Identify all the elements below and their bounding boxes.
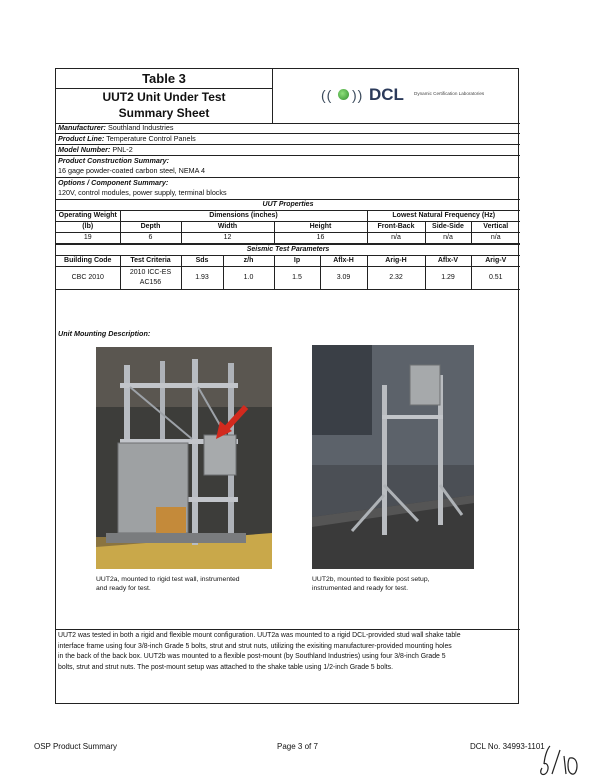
options-label: Options / Component Summary:	[58, 178, 169, 187]
mounting-description	[56, 629, 520, 674]
product-line-label: Product Line:	[58, 134, 105, 143]
uut-properties-table	[56, 200, 520, 244]
logo-subtitle: Dynamic Certification Laboratories	[414, 91, 485, 96]
test-criteria-line-2: AC156	[139, 279, 162, 286]
test-criteria-line-1: 2010 ICC-ES	[129, 269, 172, 276]
description-line: interface frame using four 3/8-inch Grade 5 bolts, strut and strut nuts, utilizing the exisiting manufacturer-provided mounting holes	[58, 642, 452, 650]
product-line-value: Temperature Control Panels	[106, 134, 196, 143]
col-aflx-v: Aflx-V	[425, 256, 471, 267]
dcl-logo	[321, 85, 521, 105]
manufacturer-value: Southland Industries	[107, 123, 174, 132]
footer-doc-number: DCL No. 34993-1101	[470, 742, 545, 751]
sheet-header	[56, 69, 520, 124]
caption-uut2b-line-1: UUT2b, mounted to flexible post setup,	[312, 576, 430, 583]
handwritten-initials	[536, 744, 582, 778]
product-line-row	[56, 134, 520, 145]
logo-waves-right: ))	[352, 87, 364, 103]
height-value: 16	[274, 233, 367, 244]
construction-value: 16 gage powder-coated carbon steel, NEMA 4	[58, 166, 206, 175]
col-zh: z/h	[223, 256, 274, 267]
zh-value: 1.0	[223, 267, 274, 290]
col-test-criteria: Test Criteria	[120, 256, 181, 267]
uut-properties-title: UUT Properties	[56, 200, 520, 211]
description-line: in the back of the back box. UUT2b was mounted to a flexible post-mount (by Southland Industries) using four 3/8-inch Grade 5	[58, 653, 446, 660]
footer-left: OSP Product Summary	[34, 742, 117, 751]
model-value: PNL-2	[112, 145, 133, 154]
mounting-label: Unit Mounting Description:	[58, 329, 151, 338]
col-sds: Sds	[181, 256, 223, 267]
description-line: UUT2 was tested in both a rigid and flexible mount configuration. UUT2a was mounted to a rigid DCL-provided stud wall shake table	[58, 632, 461, 639]
vertical-value: n/a	[471, 233, 520, 244]
manufacturer-label: Manufacturer:	[58, 123, 106, 132]
col-vertical: Vertical	[471, 222, 520, 233]
table-label: Table 3	[56, 70, 272, 89]
col-arig-v: Arig-V	[471, 256, 520, 267]
logo-waves-left: ((	[321, 87, 333, 103]
dimensions-label: Dimensions (inches)	[120, 211, 367, 222]
col-side-side: Side-Side	[425, 222, 471, 233]
photo-uut2a	[96, 347, 272, 569]
caption-uut2a-line-2: and ready for test.	[96, 585, 151, 592]
weight-value: 19	[56, 233, 120, 244]
ip-value: 1.5	[274, 267, 320, 290]
seismic-title: Seismic Test Parameters	[56, 245, 520, 256]
col-height: Height	[274, 222, 367, 233]
sds-value: 1.93	[181, 267, 223, 290]
title-block	[56, 69, 273, 123]
model-label: Model Number:	[58, 145, 111, 154]
building-code-value: CBC 2010	[56, 267, 120, 290]
model-row	[56, 145, 520, 156]
col-arig-h: Arig-H	[367, 256, 425, 267]
construction-row	[56, 156, 520, 178]
width-value: 12	[181, 233, 274, 244]
seismic-parameters-table	[56, 244, 520, 290]
options-row	[56, 178, 520, 200]
arig-h-value: 2.32	[367, 267, 425, 290]
photo-uut2b	[312, 345, 474, 569]
footer-page-number: Page 3 of 7	[277, 742, 318, 751]
depth-value: 6	[120, 233, 181, 244]
caption-uut2b	[312, 575, 430, 593]
caption-uut2a-line-1: UUT2a, mounted to rigid test wall, instrumented	[96, 576, 240, 583]
construction-label: Product Construction Summary:	[58, 156, 170, 165]
col-aflx-h: Aflx-H	[320, 256, 367, 267]
aflx-v-value: 1.29	[425, 267, 471, 290]
caption-uut2a	[96, 575, 240, 593]
manufacturer-row	[56, 123, 520, 134]
col-front-back: Front-Back	[367, 222, 425, 233]
operating-weight-unit: (lb)	[56, 222, 120, 233]
caption-uut2b-line-2: instrumented and ready for test.	[312, 585, 408, 592]
test-criteria-value	[120, 267, 181, 290]
logo-name: DCL	[369, 85, 404, 104]
side-side-value: n/a	[425, 233, 471, 244]
summary-sheet	[55, 68, 519, 704]
options-value: 120V, control modules, power supply, terminal blocks	[58, 188, 227, 197]
logo-globe-icon	[338, 89, 349, 100]
sheet-title: UUT2 Unit Under Test	[102, 90, 226, 104]
col-width: Width	[181, 222, 274, 233]
col-building-code: Building Code	[56, 256, 120, 267]
front-back-value: n/a	[367, 233, 425, 244]
col-depth: Depth	[120, 222, 181, 233]
arig-v-value: 0.51	[471, 267, 520, 290]
frequency-label: Lowest Natural Frequency (Hz)	[367, 211, 520, 222]
col-ip: Ip	[274, 256, 320, 267]
aflx-h-value: 3.09	[320, 267, 367, 290]
sheet-subtitle: Summary Sheet	[118, 106, 210, 120]
operating-weight-label: Operating Weight	[56, 211, 120, 222]
description-line: bolts, strut and strut nuts. The post-mount setup was attached to the shake table using 1/2-inch Grade 5 bolts.	[58, 663, 394, 671]
